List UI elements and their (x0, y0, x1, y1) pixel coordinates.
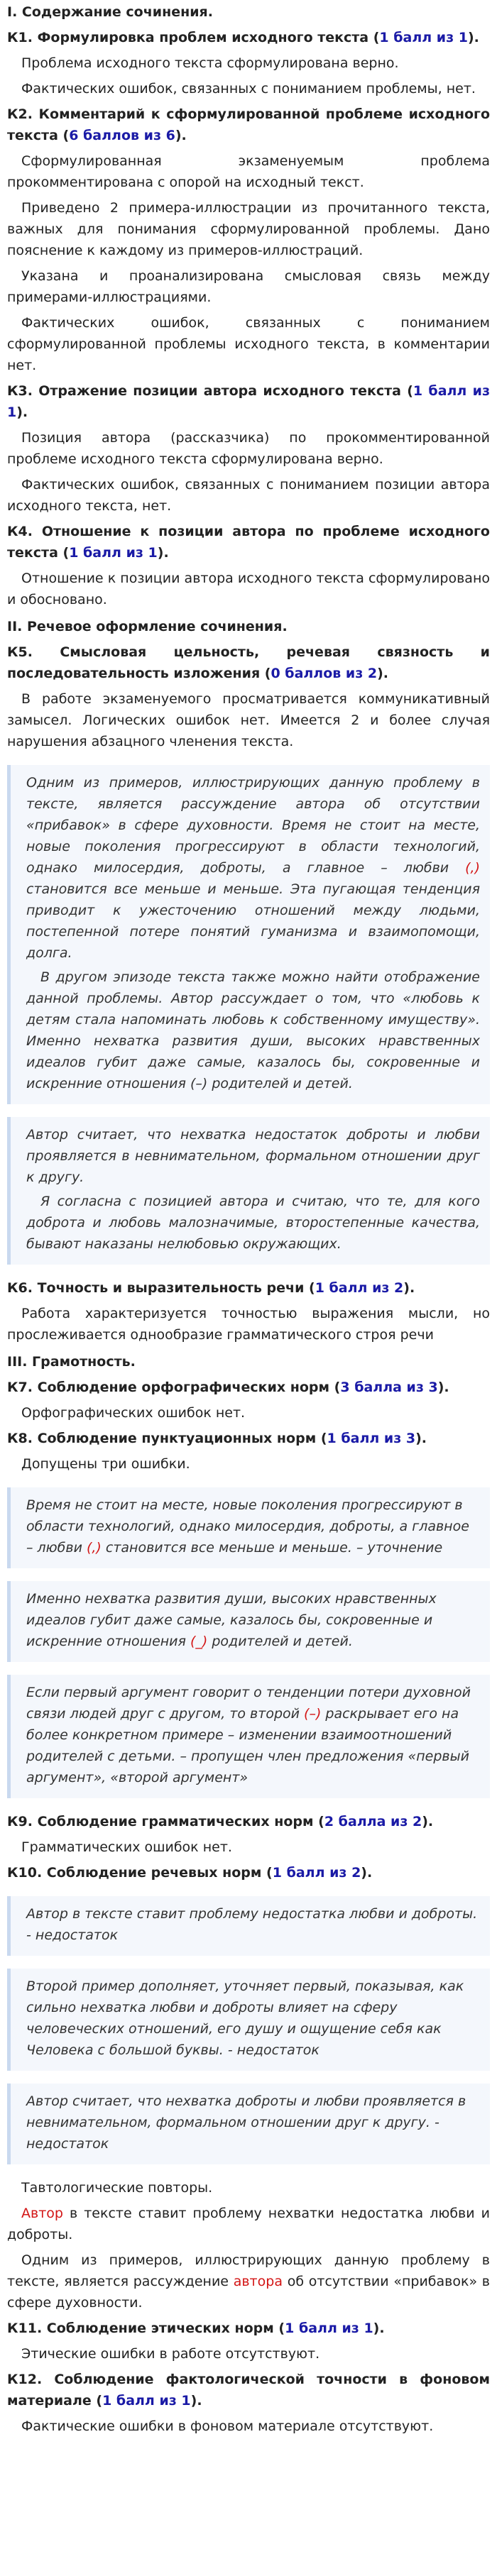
criterion-k2-text-4: Фактических ошибок, связанных с пониманием сформулированной проблемы исходного текста, в комментарии нет. (7, 315, 490, 373)
criterion-k3-score: 1 балл из 1 (7, 383, 490, 420)
quote-punctuation-error-3 (7, 1675, 490, 1798)
criterion-k1-text-2: Фактических ошибок, связанных с пониманием проблемы, нет. (21, 81, 476, 97)
criterion-k4-text-1: Отношение к позиции автора исходного текста сформулировано и обосновано. (7, 571, 490, 607)
criterion-k2-heading: К2. Комментарий к сформулированной проблеме исходного текста (6 баллов из 6). (7, 106, 490, 143)
criterion-k10-text-2: Автор в тексте ставит проблему нехватки недостатка любви и доброты. (7, 2206, 490, 2242)
criterion-k6-heading: К6. Точность и выразительность речи (1 балл из 2). (7, 1280, 415, 1296)
criterion-k1-heading: К1. Формулировка проблем исходного текста (1 балл из 1). (7, 30, 479, 45)
quote-1-paragraph-1: Одним из примеров, иллюстрирующих данную проблему в тексте, является рассуждение автора об отсутствии «прибавок» в сфере духовности. Время не стоит на месте, новые поколения прогрессируют в области технологий, однако милосердия, доброты, а главное – любви (,) становится все меньше и меньше. Эта пугающая тенденция приводит к ужесточению отношений между людьми, постепенной потере понятий гуманизма и взаимопомощи, долга. (26, 775, 480, 961)
criterion-k7-score: 3 балла из 3 (340, 1380, 438, 1395)
error-mark: Автор (21, 2206, 63, 2221)
criterion-k9-score: 2 балла из 2 (324, 1814, 422, 1829)
criterion-k4-score: 1 балл из 1 (69, 545, 158, 561)
criterion-k9-heading: К9. Соблюдение грамматических норм (2 балла из 2). (7, 1814, 434, 1829)
criterion-k11-score: 1 балл из 1 (285, 2321, 373, 2336)
quote-punctuation-error-1 (7, 1487, 490, 1568)
quote-essay-excerpt-2 (7, 1117, 490, 1265)
quote-7-text: Второй пример дополняет, уточняет первый, показывая, как сильно нехватка любви и доброты влияет на сферу человеческих отношений, его душу и ощущение себя как Человека с большой буквы. - недостаток (26, 1978, 464, 2058)
criterion-k10-heading: К10. Соблюдение речевых норм (1 балл из 2). (7, 1865, 373, 1881)
criterion-k2-score: 6 баллов из 6 (69, 128, 175, 143)
quote-punctuation-error-2 (7, 1581, 490, 1662)
quote-1-paragraph-2: В другом эпизоде текста также можно найти отображение данной проблемы. Автор рассуждает о том, что «любовь к детям стала напоминать любовь к собственному имуществу». Именно нехватка развития души, высоких нравственных идеалов губит даже самые, казалось бы, сокровенные и искренние отношения (–) родителей и детей. (26, 969, 480, 1091)
criterion-k7-text-1: Орфографических ошибок нет. (21, 1405, 246, 1421)
criterion-k5-heading: К5. Смысловая цельность, речевая связность и последовательность изложения (0 баллов из 2). (7, 644, 490, 681)
error-mark: автора (233, 2274, 283, 2289)
quote-2-paragraph-2: Я согласна с позицией автора и считаю, что те, для кого доброта и любовь малозначимые, второстепенные качества, бывают наказаны нелюбовью окружающих. (26, 1194, 480, 1252)
section-title-content: I. Содержание сочинения. (7, 4, 213, 20)
error-mark: (_) (190, 1634, 208, 1649)
criterion-k1-text-1: Проблема исходного текста сформулирована верно. (21, 55, 399, 71)
criterion-k11-text-1: Этические ошибки в работе отсутствуют. (21, 2346, 320, 2362)
criterion-k3-text-1: Позиция автора (рассказчика) по прокомментированной проблеме исходного текста сформулирована верно. (7, 430, 490, 467)
criterion-k3-text-2: Фактических ошибок, связанных с пониманием позиции автора исходного текста, нет. (7, 477, 490, 514)
criterion-k4-heading: К4. Отношение к позиции автора по проблеме исходного текста (1 балл из 1). (7, 524, 490, 561)
criterion-k10-score: 1 балл из 2 (272, 1865, 361, 1881)
criterion-k6-score: 1 балл из 2 (315, 1280, 404, 1296)
error-mark: (,) (86, 1540, 102, 1556)
criterion-k3-heading: К3. Отражение позиции автора исходного текста (1 балл из 1). (7, 383, 490, 420)
section-title-speech: II. Речевое оформление сочинения. (7, 619, 288, 634)
error-mark: (,) (465, 860, 480, 876)
criterion-k8-score: 1 балл из 3 (327, 1431, 416, 1446)
criterion-k11-heading: К11. Соблюдение этических норм (1 балл из 1). (7, 2321, 385, 2336)
criterion-k9-text-1: Грамматических ошибок нет. (21, 1839, 232, 1855)
quote-4-text: Именно нехватка развития души, высоких нравственных идеалов губит даже самые, казалось бы, сокровенные и искренние отношения (_) родителей и детей. (26, 1591, 437, 1649)
criterion-k1-score: 1 балл из 1 (379, 30, 468, 45)
criterion-k2-text-1: Сформулированная экзаменуемым проблема прокомментирована с опорой на исходный текст. (7, 153, 490, 190)
criterion-k10-text-1: Тавтологические повторы. (21, 2180, 213, 2196)
criterion-k12-heading: К12. Соблюдение фактологической точности в фоновом материале (1 балл из 1). (7, 2372, 490, 2409)
quote-3-text: Время не стоит на месте, новые поколения прогрессируют в области технологий, однако милосердия, доброты, а главное – любви (,) становится все меньше и меньше. – уточнение (26, 1497, 469, 1556)
quote-5-text: Если первый аргумент говорит о тенденции потери духовной связи людей друг с другом, то второй (–) раскрывает его на более конкретном примере – изменении взаимоотношений родителей с детьми. – пропущен член предложения «первый аргумент», «второй аргумент» (26, 1685, 471, 1785)
quote-2-paragraph-1: Автор считает, что нехватка недостаток доброты и любви проявляется в невнимательном, формальном отношении друг к другу. (26, 1127, 480, 1185)
criterion-k6-text-1: Работа характеризуется точностью выражения мысли, но прослеживается однообразие грамматического строя речи (7, 1306, 490, 1343)
criterion-k8-heading: К8. Соблюдение пунктуационных норм (1 балл из 3). (7, 1431, 427, 1446)
quote-speech-error-3 (7, 2084, 490, 2164)
criterion-k5-score: 0 баллов из 2 (271, 666, 378, 681)
criterion-k2-text-3: Указана и проанализирована смысловая связь между примерами-иллюстрациями. (7, 268, 490, 305)
quote-speech-error-1 (7, 1896, 490, 1956)
criterion-k2-text-2: Приведено 2 примера-иллюстрации из прочитанного текста, важных для понимания сформулированной проблемы. Дано пояснение к каждому из примеров-иллюстраций. (7, 200, 490, 258)
quote-8-text: Автор считает, что нехватка доброты и любви проявляется в невнимательном, формальном отношении друг к другу. - недостаток (26, 2093, 466, 2152)
criterion-k12-text-1: Фактические ошибки в фоновом материале отсутствуют. (21, 2418, 434, 2434)
error-mark: (–) (304, 1706, 322, 1722)
quote-essay-excerpt-1 (7, 765, 490, 1104)
criterion-k8-text-1: Допущены три ошибки. (21, 1456, 190, 1472)
criterion-k12-score: 1 балл из 1 (102, 2393, 191, 2409)
quote-6-text: Автор в тексте ставит проблему недостатка любви и доброты. - недостаток (26, 1906, 478, 1943)
section-title-literacy: III. Грамотность. (7, 1354, 136, 1370)
criterion-k7-heading: К7. Соблюдение орфографических норм (3 балла из 3). (7, 1380, 449, 1395)
quote-speech-error-2 (7, 1969, 490, 2071)
criterion-k10-text-3: Одним из примеров, иллюстрирующих данную проблему в тексте, является рассуждение автора об отсутствии «прибавок» в сфере духовности. (7, 2252, 490, 2311)
criterion-k5-text-1: В работе экзаменуемого просматривается коммуникативный замысел. Логических ошибок нет. Имеется 2 и более случая нарушения абзацного членения текста. (7, 691, 490, 749)
